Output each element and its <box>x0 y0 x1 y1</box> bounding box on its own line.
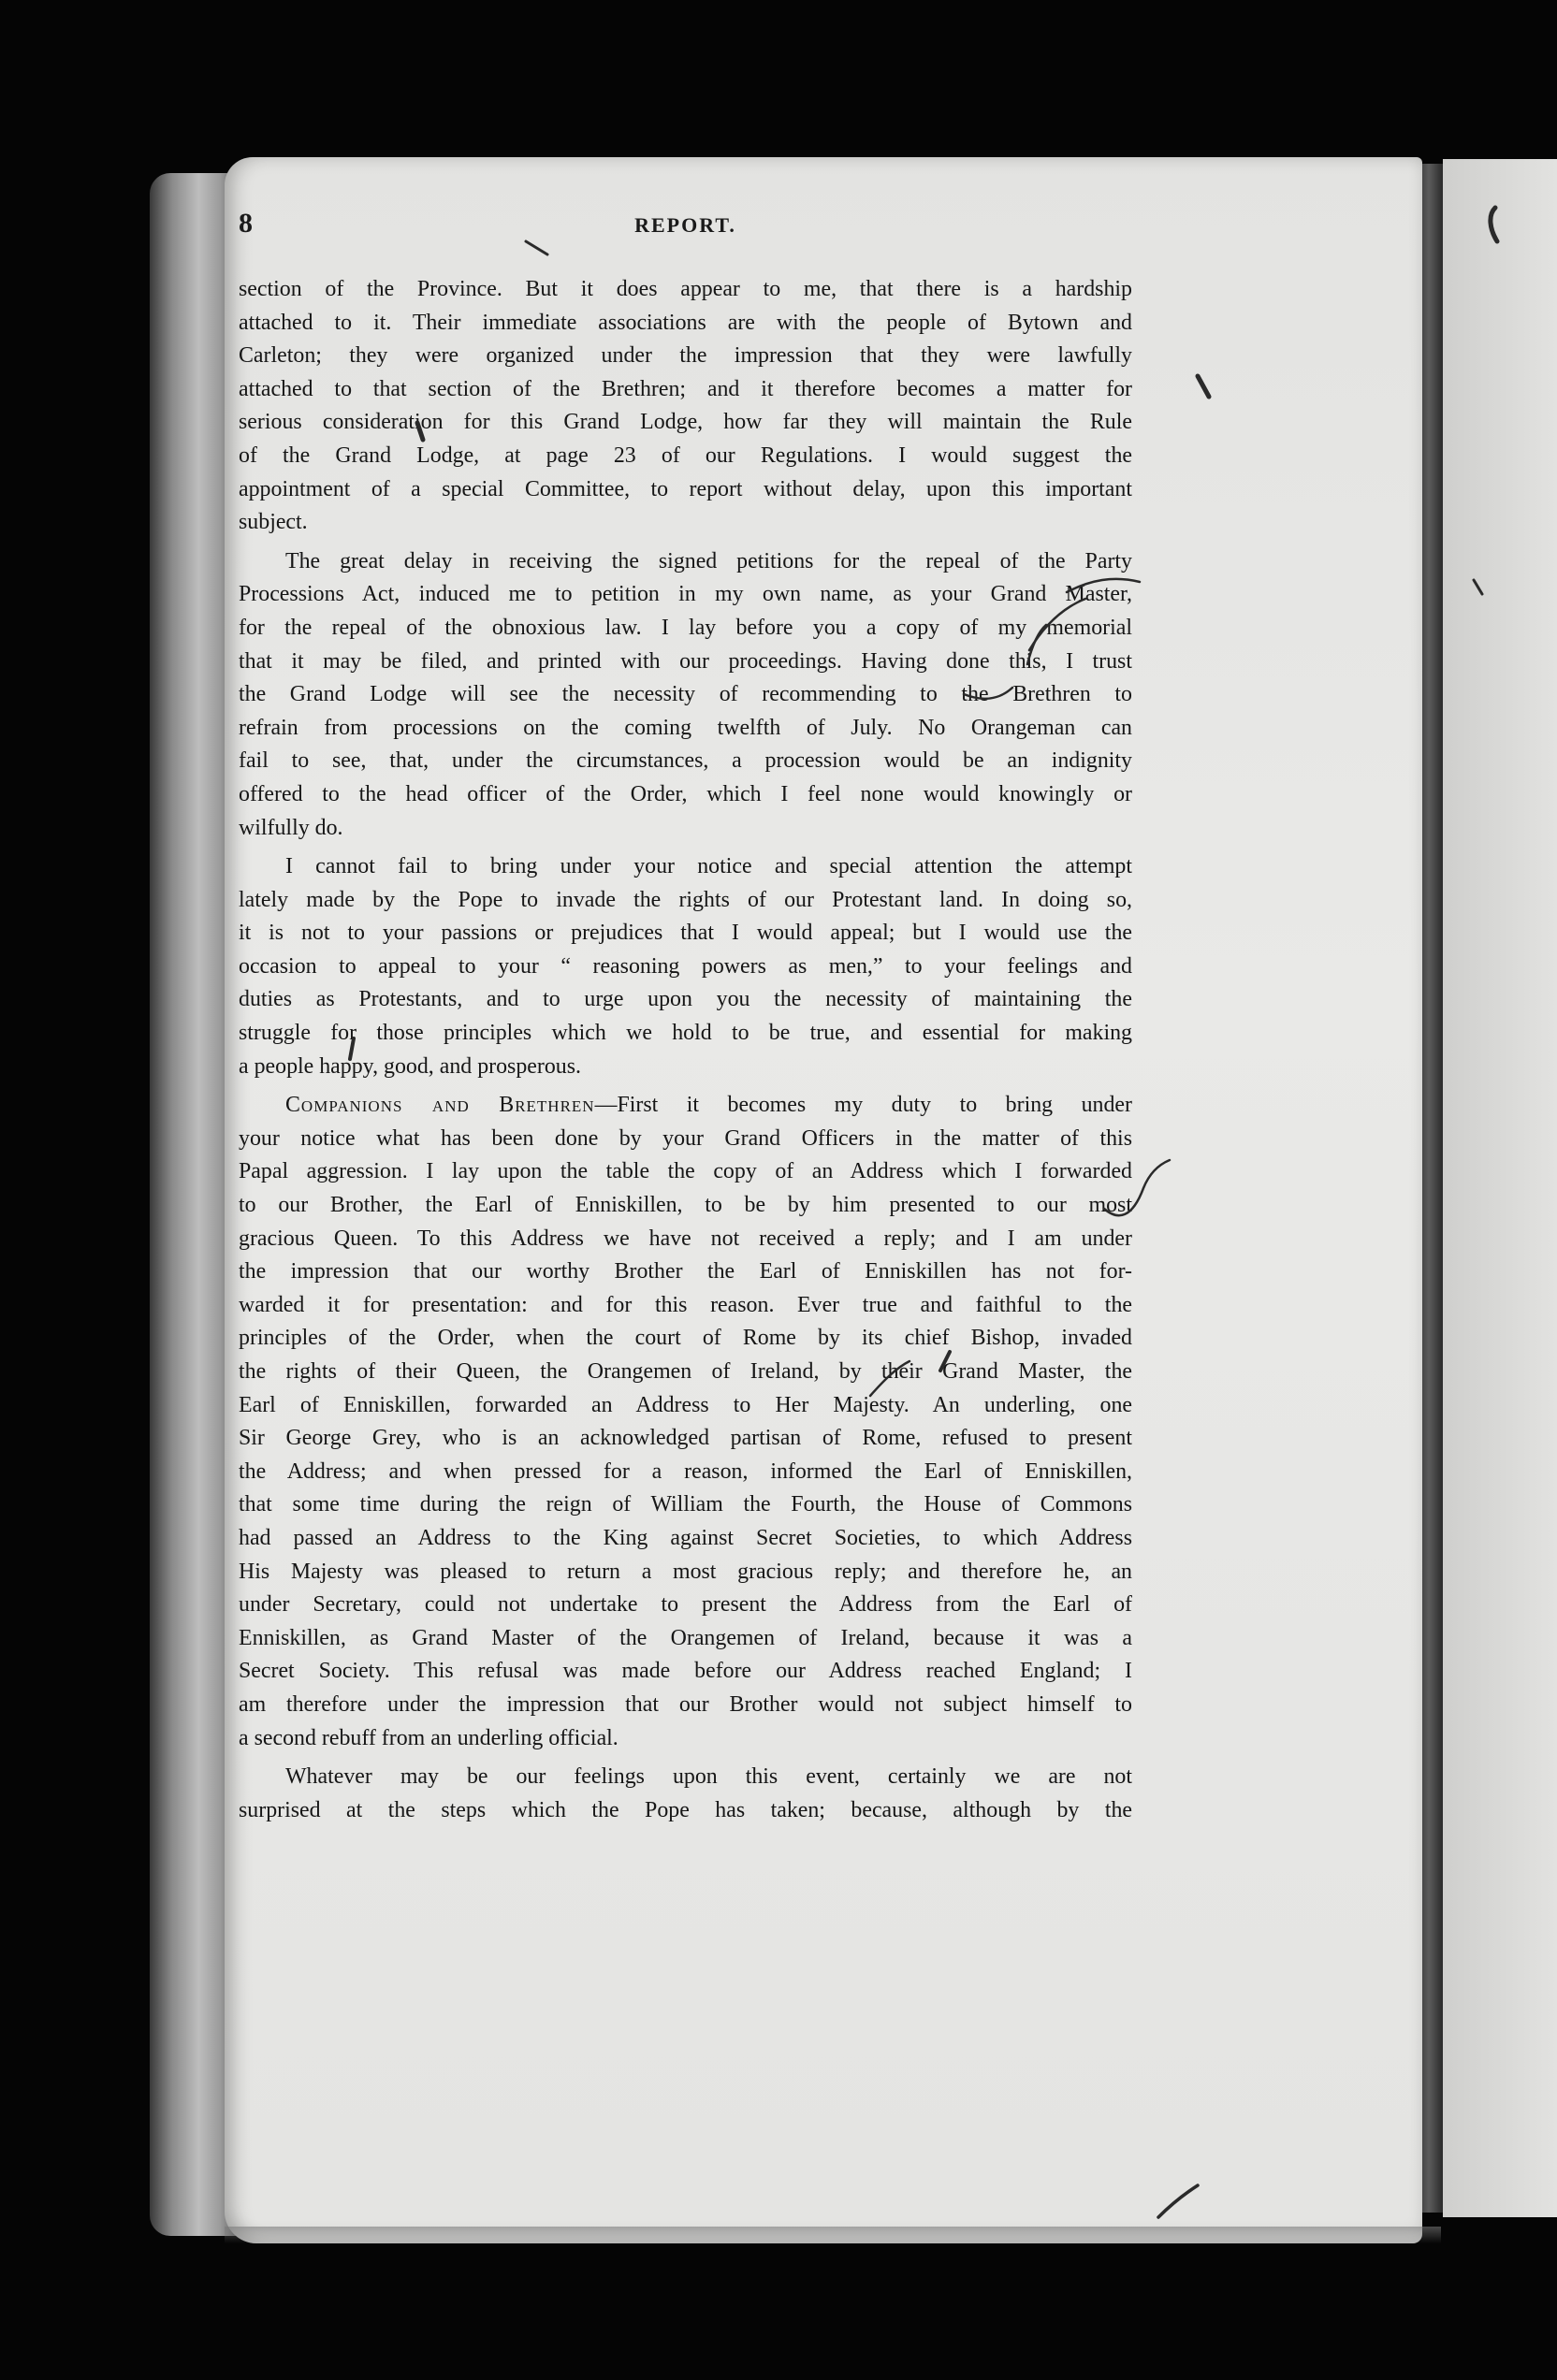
text-line: His Majesty was pleased to return a most gracious reply; and therefore he, an <box>239 1559 1132 1584</box>
text-line: of the Grand Lodge, at page 23 of our Regulations. I would suggest the <box>239 443 1132 468</box>
paragraph <box>239 1089 1132 1755</box>
text-line: Earl of Enniskillen, forwarded an Address to Her Majesty. An underling, one <box>239 1392 1132 1417</box>
text-line: under Secretary, could not undertake to present the Address from the Earl of <box>239 1592 1132 1618</box>
text-line: surprised at the steps which the Pope has taken; because, although by the <box>239 1797 1132 1822</box>
text-line: I cannot fail to bring under your notice and special attention the attempt <box>285 854 1132 879</box>
paragraph <box>239 273 1132 540</box>
text-line: had passed an Address to the King against Secret Societies, to which Address <box>239 1525 1132 1550</box>
body-text <box>239 273 1132 1827</box>
text-line: occasion to appeal to your “ reasoning powers as men,” to your feelings and <box>239 953 1132 979</box>
text-line: it is not to your passions or prejudices that I would appeal; but I would use the <box>239 921 1132 946</box>
text-line: Secret Society. This refusal was made before our Address reached England; I <box>239 1659 1132 1684</box>
text-line: Processions Act, induced me to petition in my own name, as your Grand Master, <box>239 582 1132 607</box>
text-line: for the repeal of the obnoxious law. I lay before you a copy of my memorial <box>239 615 1132 640</box>
paragraph <box>239 850 1132 1083</box>
text-line: refrain from processions on the coming twelfth of July. No Orangeman can <box>239 715 1132 740</box>
text-line: wilfully do. <box>239 815 343 840</box>
text-line: a second rebuff from an underling official. <box>239 1725 618 1750</box>
facing-page-edge <box>1443 159 1557 2217</box>
page-header <box>239 208 1132 245</box>
text-line: warded it for presentation: and for this reason. Ever true and faithful to the <box>239 1292 1132 1317</box>
text-line: to our Brother, the Earl of Enniskillen, to be by him presented to our most <box>239 1193 1132 1218</box>
page-number: 8 <box>239 208 253 239</box>
paragraph <box>239 545 1132 845</box>
text-line: appointment of a special Committee, to report without delay, upon this important <box>239 476 1132 501</box>
page-bottom-shadow <box>225 2227 1441 2243</box>
text-line: that it may be filed, and printed with our proceedings. Having done this, I trust <box>239 648 1132 674</box>
text-line-rest: —First it becomes my duty to bring under <box>594 1093 1132 1118</box>
text-line: offered to the head officer of the Order, which I feel none would knowingly or <box>239 781 1132 806</box>
text-line: Carleton; they were organized under the impression that they were lawfully <box>239 343 1132 369</box>
text-line: Sir George Grey, who is an acknowledged partisan of Rome, refused to present <box>239 1426 1132 1451</box>
running-head: REPORT. <box>634 213 736 237</box>
text-line: that some time during the reign of William the Fourth, the House of Commons <box>239 1492 1132 1517</box>
text-line: am therefore under the impression that our Brother would not subject himself to <box>239 1691 1132 1717</box>
text-line: Whatever may be our feelings upon this event, certainly we are not <box>285 1764 1132 1790</box>
text-line: subject. <box>239 510 308 535</box>
text-line: principles of the Order, when the court of Rome by its chief Bishop, invaded <box>239 1326 1132 1351</box>
text-line: Enniskillen, as Grand Master of the Orangemen of Ireland, because it was a <box>239 1625 1132 1650</box>
text-line: section of the Province. But it does appear to me, that there is a hardship <box>239 277 1132 301</box>
text-line: lately made by the Pope to invade the rights of our Protestant land. In doing so, <box>239 887 1132 912</box>
text-line: attached to that section of the Brethren; and it therefore becomes a matter for <box>239 376 1132 401</box>
text-line <box>239 1089 1132 1123</box>
text-line: the Address; and when pressed for a reason, informed the Earl of Enniskillen, <box>239 1458 1132 1484</box>
text-line: a people happy, good, and prosperous. <box>239 1053 582 1079</box>
text-line: the Grand Lodge will see the necessity of recommending to the Brethren to <box>239 682 1132 707</box>
paragraph <box>239 1761 1132 1827</box>
text-line: serious consideration for this Grand Lodge, how far they will maintain the Rule <box>239 410 1132 435</box>
text-line: fail to see, that, under the circumstances, a procession would be an indignity <box>239 748 1132 774</box>
text-line: duties as Protestants, and to urge upon you the necessity of maintaining the <box>239 987 1132 1012</box>
text-line: Papal aggression. I lay upon the table the copy of an Address which I forwarded <box>239 1159 1132 1184</box>
text-line: your notice what has been done by your Grand Officers in the matter of this <box>239 1125 1132 1151</box>
text-line: the rights of their Queen, the Orangemen of Ireland, by their Grand Master, the <box>239 1359 1132 1384</box>
text-line: the impression that our worthy Brother the Earl of Enniskillen has not for- <box>239 1259 1132 1284</box>
text-line: The great delay in receiving the signed petitions for the repeal of the Party <box>285 548 1132 573</box>
text-line: gracious Queen. To this Address we have not received a reply; and I am under <box>239 1226 1132 1251</box>
section-lead: Companions and Brethren <box>285 1093 595 1118</box>
text-line: struggle for those principles which we hold to be true, and essential for making <box>239 1021 1132 1046</box>
text-line: attached to it. Their immediate associations are with the people of Bytown and <box>239 310 1132 335</box>
